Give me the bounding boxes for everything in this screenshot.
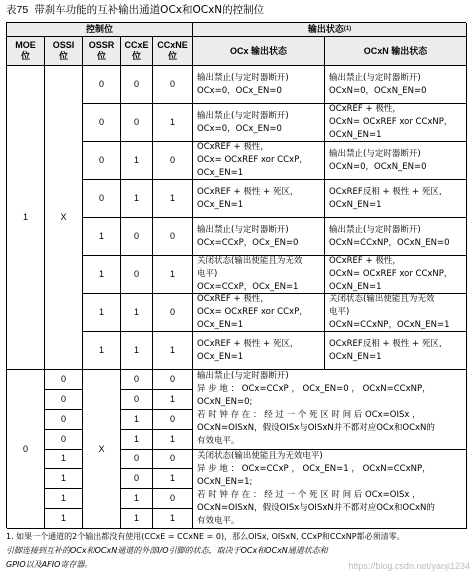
ossi-cell <box>45 509 83 529</box>
ocx-state-cell <box>193 256 325 294</box>
ccxne-cell <box>153 142 193 180</box>
ccxne-cell <box>153 469 193 489</box>
ccxe-cell <box>121 294 153 332</box>
moe-value-text: 0 <box>22 443 28 454</box>
merged-state-line: 异 步 地 ： OCx=CCxP ， OCx_EN=0 ， OCxN=CCxNP， <box>197 384 431 395</box>
ocxn-state-line: OCxN_EN=1 <box>329 282 382 292</box>
ocx-state-line: OCx=CCxP，OCx_EN=0 <box>197 237 299 248</box>
merged-state-line: 有效电平。 <box>197 515 240 526</box>
ccxe-header-unit: 位 <box>131 51 141 61</box>
ossi-header-name: OSSI <box>52 40 75 50</box>
ccxne-cell <box>153 104 193 142</box>
ccxe-cell <box>121 180 153 218</box>
ccxe-cell <box>121 489 153 509</box>
merged-state-line: 若 时 钟 存 在 ： 经 过 一 个 死 区 时 间 后 OCx=OISx ， <box>197 410 421 421</box>
ocxn-state-cell <box>325 66 467 104</box>
ocx-state-cell <box>193 332 325 370</box>
merged-state-line: OCxN=OISxN，假设OISx与OISxN并不都对应OCx和OCxN的 <box>197 423 435 434</box>
ccxe-cell <box>121 450 153 470</box>
ossr-cell <box>83 180 121 218</box>
ocxn-state-line: 输出禁止(与定时器断开) <box>329 148 421 159</box>
ocxn-state-line: OCxREF反相 + 极性 + 死区， <box>329 338 448 349</box>
ccxe-cell-text: 0 <box>133 231 139 241</box>
output-state-header <box>193 23 467 37</box>
ccxne-cell-text: 0 <box>169 493 175 504</box>
ccxne-cell <box>153 370 193 390</box>
ocx-state-line: 电平) <box>197 269 218 279</box>
ossi-cell-text: 1 <box>60 473 66 484</box>
ossr-cell <box>83 104 121 142</box>
ccxe-cell <box>121 430 153 450</box>
ossr-cell <box>83 218 121 256</box>
ocx-state-line: OCx_EN=1 <box>197 351 244 362</box>
merged-state-line: OCxN_EN=0; <box>197 397 253 408</box>
ccxne-cell-text: 1 <box>169 393 175 404</box>
moe-header <box>7 37 45 66</box>
ccxe-cell-text: 1 <box>133 193 139 203</box>
ccxe-cell-text: 1 <box>133 307 139 317</box>
control-bits-table <box>6 22 466 528</box>
ocx-state-line: OCxREF + 极性 + 死区， <box>197 338 299 349</box>
ocx-state-line: 输出禁止(与定时器断开) <box>197 110 289 121</box>
ccxne-cell <box>153 180 193 218</box>
merged-state-line: OCxN_EN=1; <box>197 476 253 487</box>
ccxe-cell <box>121 390 153 410</box>
merged-state-line: 关闭状态(输出使能且为无效电平) <box>197 450 323 461</box>
ccxne-cell-text: 0 <box>169 79 175 89</box>
merged-output-state-cell <box>193 370 467 450</box>
ccxne-cell <box>153 390 193 410</box>
ccxne-cell <box>153 450 193 470</box>
ossi-cell-text: 1 <box>60 493 66 504</box>
ocx-state-cell <box>193 142 325 180</box>
ocx-state-line: OCx_EN=1 <box>197 199 244 210</box>
table-title <box>6 3 264 17</box>
merged-state-line: 输出禁止(与定时器断开) <box>197 371 289 382</box>
ossr-cell <box>83 142 121 180</box>
ossr-cell-text: 0 <box>98 193 104 203</box>
ccxe-cell <box>121 104 153 142</box>
ccxne-cell <box>153 410 193 430</box>
ccxne-cell <box>153 332 193 370</box>
ossi-cell-text: 0 <box>60 373 66 384</box>
ocx-state-line: OCx= OCxREF xor CCxP， <box>197 155 308 165</box>
ccxe-cell <box>121 509 153 529</box>
ocxn-state-line: 输出禁止(与定时器断开) <box>329 224 421 235</box>
control-bits-header <box>7 23 193 37</box>
ccxne-header <box>153 37 193 66</box>
footnote-2: 引脚连接到互补的OCx和OCxN通道的外部I/O引脚的状态，取决于OCx和OCxN通道状态和 <box>6 546 328 555</box>
ocx-state-line: OCx=0，OCx_EN=0 <box>197 123 282 134</box>
ccxe-cell <box>121 218 153 256</box>
ccxne-cell-text: 0 <box>169 373 175 384</box>
ossr-cell <box>83 256 121 294</box>
ossr-cell <box>83 294 121 332</box>
footnote-3: GPIO以及AFIO寄存器。 <box>6 560 93 569</box>
ocx-state-line: 输出禁止(与定时器断开) <box>197 72 289 83</box>
moe-header-name: MOE <box>15 40 36 50</box>
table-caption: 带刹车功能的互补输出通道OCx和OCxN的控制位 <box>34 4 265 16</box>
ccxe-cell-text: 0 <box>133 269 139 279</box>
ossr-header <box>83 37 121 66</box>
moe-value-text: 1 <box>22 212 28 222</box>
ccxne-cell-text: 0 <box>169 231 175 241</box>
ccxe-cell-text: 0 <box>133 79 139 89</box>
ccxne-cell-text: 1 <box>169 473 175 484</box>
ossr-header-name: OSSR <box>88 40 115 50</box>
table-number: 表75 <box>6 4 29 16</box>
ocxn-state-line: OCxN_EN=1 <box>329 351 382 362</box>
merged-state-line: 若 时 钟 存 在 ： 经 过 一 个 死 区 时 间 后 OCx=OISx ， <box>197 489 421 500</box>
ccxne-cell-text: 0 <box>169 453 175 464</box>
ocxn-state-header <box>325 37 467 66</box>
ocxn-state-line: 电平) <box>329 307 350 317</box>
ccxe-cell-text: 0 <box>133 453 139 464</box>
ocxn-state-line: OCxREF反相 + 极性 + 死区， <box>329 186 448 197</box>
ossi-cell <box>45 370 83 390</box>
ccxe-cell-text: 0 <box>133 117 139 127</box>
ossr-cell <box>83 332 121 370</box>
ocxn-state-cell <box>325 218 467 256</box>
ossr-cell-text: 1 <box>98 307 104 317</box>
ossi-cell <box>45 489 83 509</box>
ossr-cell-text: 1 <box>98 269 104 279</box>
ossi-header-unit: 位 <box>58 51 68 61</box>
ccxe-cell <box>121 256 153 294</box>
ocxn-state-cell <box>325 142 467 180</box>
ossi-cell-text: 0 <box>60 393 66 404</box>
ccxne-cell-text: 1 <box>169 269 175 279</box>
moe-value <box>7 66 45 370</box>
ocx-state-label: OCx 输出状态 <box>229 45 287 56</box>
ccxne-cell <box>153 256 193 294</box>
ossi-value-text: X <box>60 212 67 222</box>
ocxn-state-line: OCxN=0，OCxN_EN=0 <box>329 161 427 172</box>
ccxne-cell-text: 0 <box>169 413 175 424</box>
ocxn-state-cell <box>325 294 467 332</box>
ccxne-header-name: CCxNE <box>157 40 188 50</box>
ossr-cell-text: 0 <box>98 117 104 127</box>
ccxne-header-unit: 位 <box>167 51 177 61</box>
ccxe-cell-text: 0 <box>133 373 139 384</box>
ccxe-cell-text: 1 <box>133 413 139 424</box>
ocxn-state-line: 关闭状态(输出使能且为无效 <box>329 294 435 304</box>
ossi-cell <box>45 430 83 450</box>
ccxe-cell-text: 0 <box>133 473 139 484</box>
ocxn-state-cell <box>325 332 467 370</box>
ocxn-state-line: OCxREF + 极性， <box>329 104 401 114</box>
ocx-state-cell <box>193 180 325 218</box>
ccxe-cell <box>121 469 153 489</box>
ocxn-state-line: OCxN=CCxNP，OCxN_EN=0 <box>329 237 450 248</box>
ccxne-cell-text: 0 <box>169 155 175 165</box>
ccxne-cell <box>153 294 193 332</box>
ocx-state-line: 输出禁止(与定时器断开) <box>197 224 289 235</box>
ossi-header <box>45 37 83 66</box>
ocxn-state-line: OCxN_EN=1 <box>329 130 382 140</box>
control-bits-label: 控制位 <box>85 24 113 34</box>
ccxe-cell <box>121 410 153 430</box>
ccxne-cell-text: 1 <box>169 345 175 355</box>
ocx-state-line: OCx=0，OCx_EN=0 <box>197 85 282 96</box>
ossi-value <box>45 66 83 370</box>
merged-state-line: 有效电平。 <box>197 436 240 447</box>
merged-state-line: 异 步 地 ： OCx=CCxP ， OCx_EN=1 ， OCxN=CCxNP， <box>197 463 431 474</box>
ocxn-state-line: OCxREF + 极性， <box>329 256 401 266</box>
merged-state-line: OCxN=OISxN，假设OISx与OISxN并不都对应OCx和OCxN的 <box>197 502 435 513</box>
ccxne-cell-text: 1 <box>169 193 175 203</box>
ossi-cell <box>45 390 83 410</box>
ccxne-cell-text: 1 <box>169 117 175 127</box>
ossr-cell-text: 0 <box>98 155 104 165</box>
ossi-cell-text: 1 <box>60 453 66 464</box>
ocxn-state-line: OCxN= OCxREF xor CCxNP， <box>329 269 453 279</box>
ocxn-state-line: 输出禁止(与定时器断开) <box>329 72 421 83</box>
ccxne-cell-text: 1 <box>169 513 175 524</box>
ocxn-state-line: OCxN= OCxREF xor CCxNP， <box>329 117 453 127</box>
ocxn-state-line: OCxN=CCxNP，OCxN_EN=1 <box>329 320 450 330</box>
ocx-state-line: 关闭状态(输出使能且为无效 <box>197 256 303 266</box>
ocx-state-line: OCx=CCxP，OCx_EN=1 <box>197 282 299 292</box>
ocx-state-line: OCx_EN=1 <box>197 168 244 178</box>
ossi-cell-text: 0 <box>60 433 66 444</box>
ccxne-cell <box>153 430 193 450</box>
output-state-superscript: (1) <box>343 26 352 32</box>
moe-header-unit: 位 <box>20 51 30 61</box>
ocx-state-header <box>193 37 325 66</box>
ocxn-state-cell <box>325 104 467 142</box>
ossr-cell-text: 1 <box>98 231 104 241</box>
ossr-cell <box>83 66 121 104</box>
ccxne-cell <box>153 509 193 529</box>
ossi-cell-text: 0 <box>60 413 66 424</box>
ccxe-cell-text: 1 <box>133 433 139 444</box>
ccxne-cell <box>153 218 193 256</box>
ccxe-cell <box>121 66 153 104</box>
ocxn-state-label: OCxN 输出状态 <box>363 45 428 56</box>
ocx-state-line: OCxREF + 极性， <box>197 294 269 304</box>
ccxne-cell-text: 0 <box>169 307 175 317</box>
ocxn-state-cell <box>325 256 467 294</box>
ocx-state-line: OCxREF + 极性， <box>197 142 269 152</box>
ccxe-cell <box>121 370 153 390</box>
ccxne-cell <box>153 66 193 104</box>
ccxe-header <box>121 37 153 66</box>
ccxe-cell <box>121 332 153 370</box>
ccxne-cell <box>153 489 193 509</box>
ccxe-cell-text: 0 <box>133 393 139 404</box>
ossi-cell <box>45 410 83 430</box>
ossr-value-text: X <box>98 443 105 454</box>
output-state-label: 输出状态 <box>307 24 344 34</box>
ossi-cell <box>45 469 83 489</box>
ocx-state-line: OCx= OCxREF xor CCxP， <box>197 307 308 317</box>
ocx-state-cell <box>193 104 325 142</box>
ocx-state-cell <box>193 294 325 332</box>
ossr-header-unit: 位 <box>96 51 106 61</box>
ccxe-cell <box>121 142 153 180</box>
ocx-state-cell <box>193 218 325 256</box>
ocx-state-line: OCxREF + 极性 + 死区， <box>197 186 299 197</box>
ocxn-state-line: OCxN_EN=1 <box>329 199 382 210</box>
ossi-cell <box>45 450 83 470</box>
footnote-1: 1. 如果一个通道的2个输出都没有使用(CCxE = CCxNE = 0)，那么OISx, OISxN, CCxP和CCxNP都必须清零。 <box>6 532 405 541</box>
ocxn-state-line: OCxN=0，OCxN_EN=0 <box>329 85 427 96</box>
ccxne-cell-text: 1 <box>169 433 175 444</box>
ossr-value <box>83 370 121 529</box>
ossi-cell-text: 1 <box>60 513 66 524</box>
ossr-cell-text: 0 <box>98 79 104 89</box>
ocxn-state-cell <box>325 180 467 218</box>
watermark: https://blog.csdn.net/yaoji1234 <box>348 561 470 571</box>
ccxe-cell-text: 1 <box>133 513 139 524</box>
ossr-cell-text: 1 <box>98 345 104 355</box>
ocx-state-cell <box>193 66 325 104</box>
merged-output-state-cell <box>193 450 467 530</box>
ccxe-header-name: CCxE <box>124 40 149 50</box>
ccxe-cell-text: 1 <box>133 493 139 504</box>
ccxe-cell-text: 1 <box>133 155 139 165</box>
ccxe-cell-text: 1 <box>133 345 139 355</box>
ocx-state-line: OCx_EN=1 <box>197 320 244 330</box>
moe-value <box>7 370 45 529</box>
